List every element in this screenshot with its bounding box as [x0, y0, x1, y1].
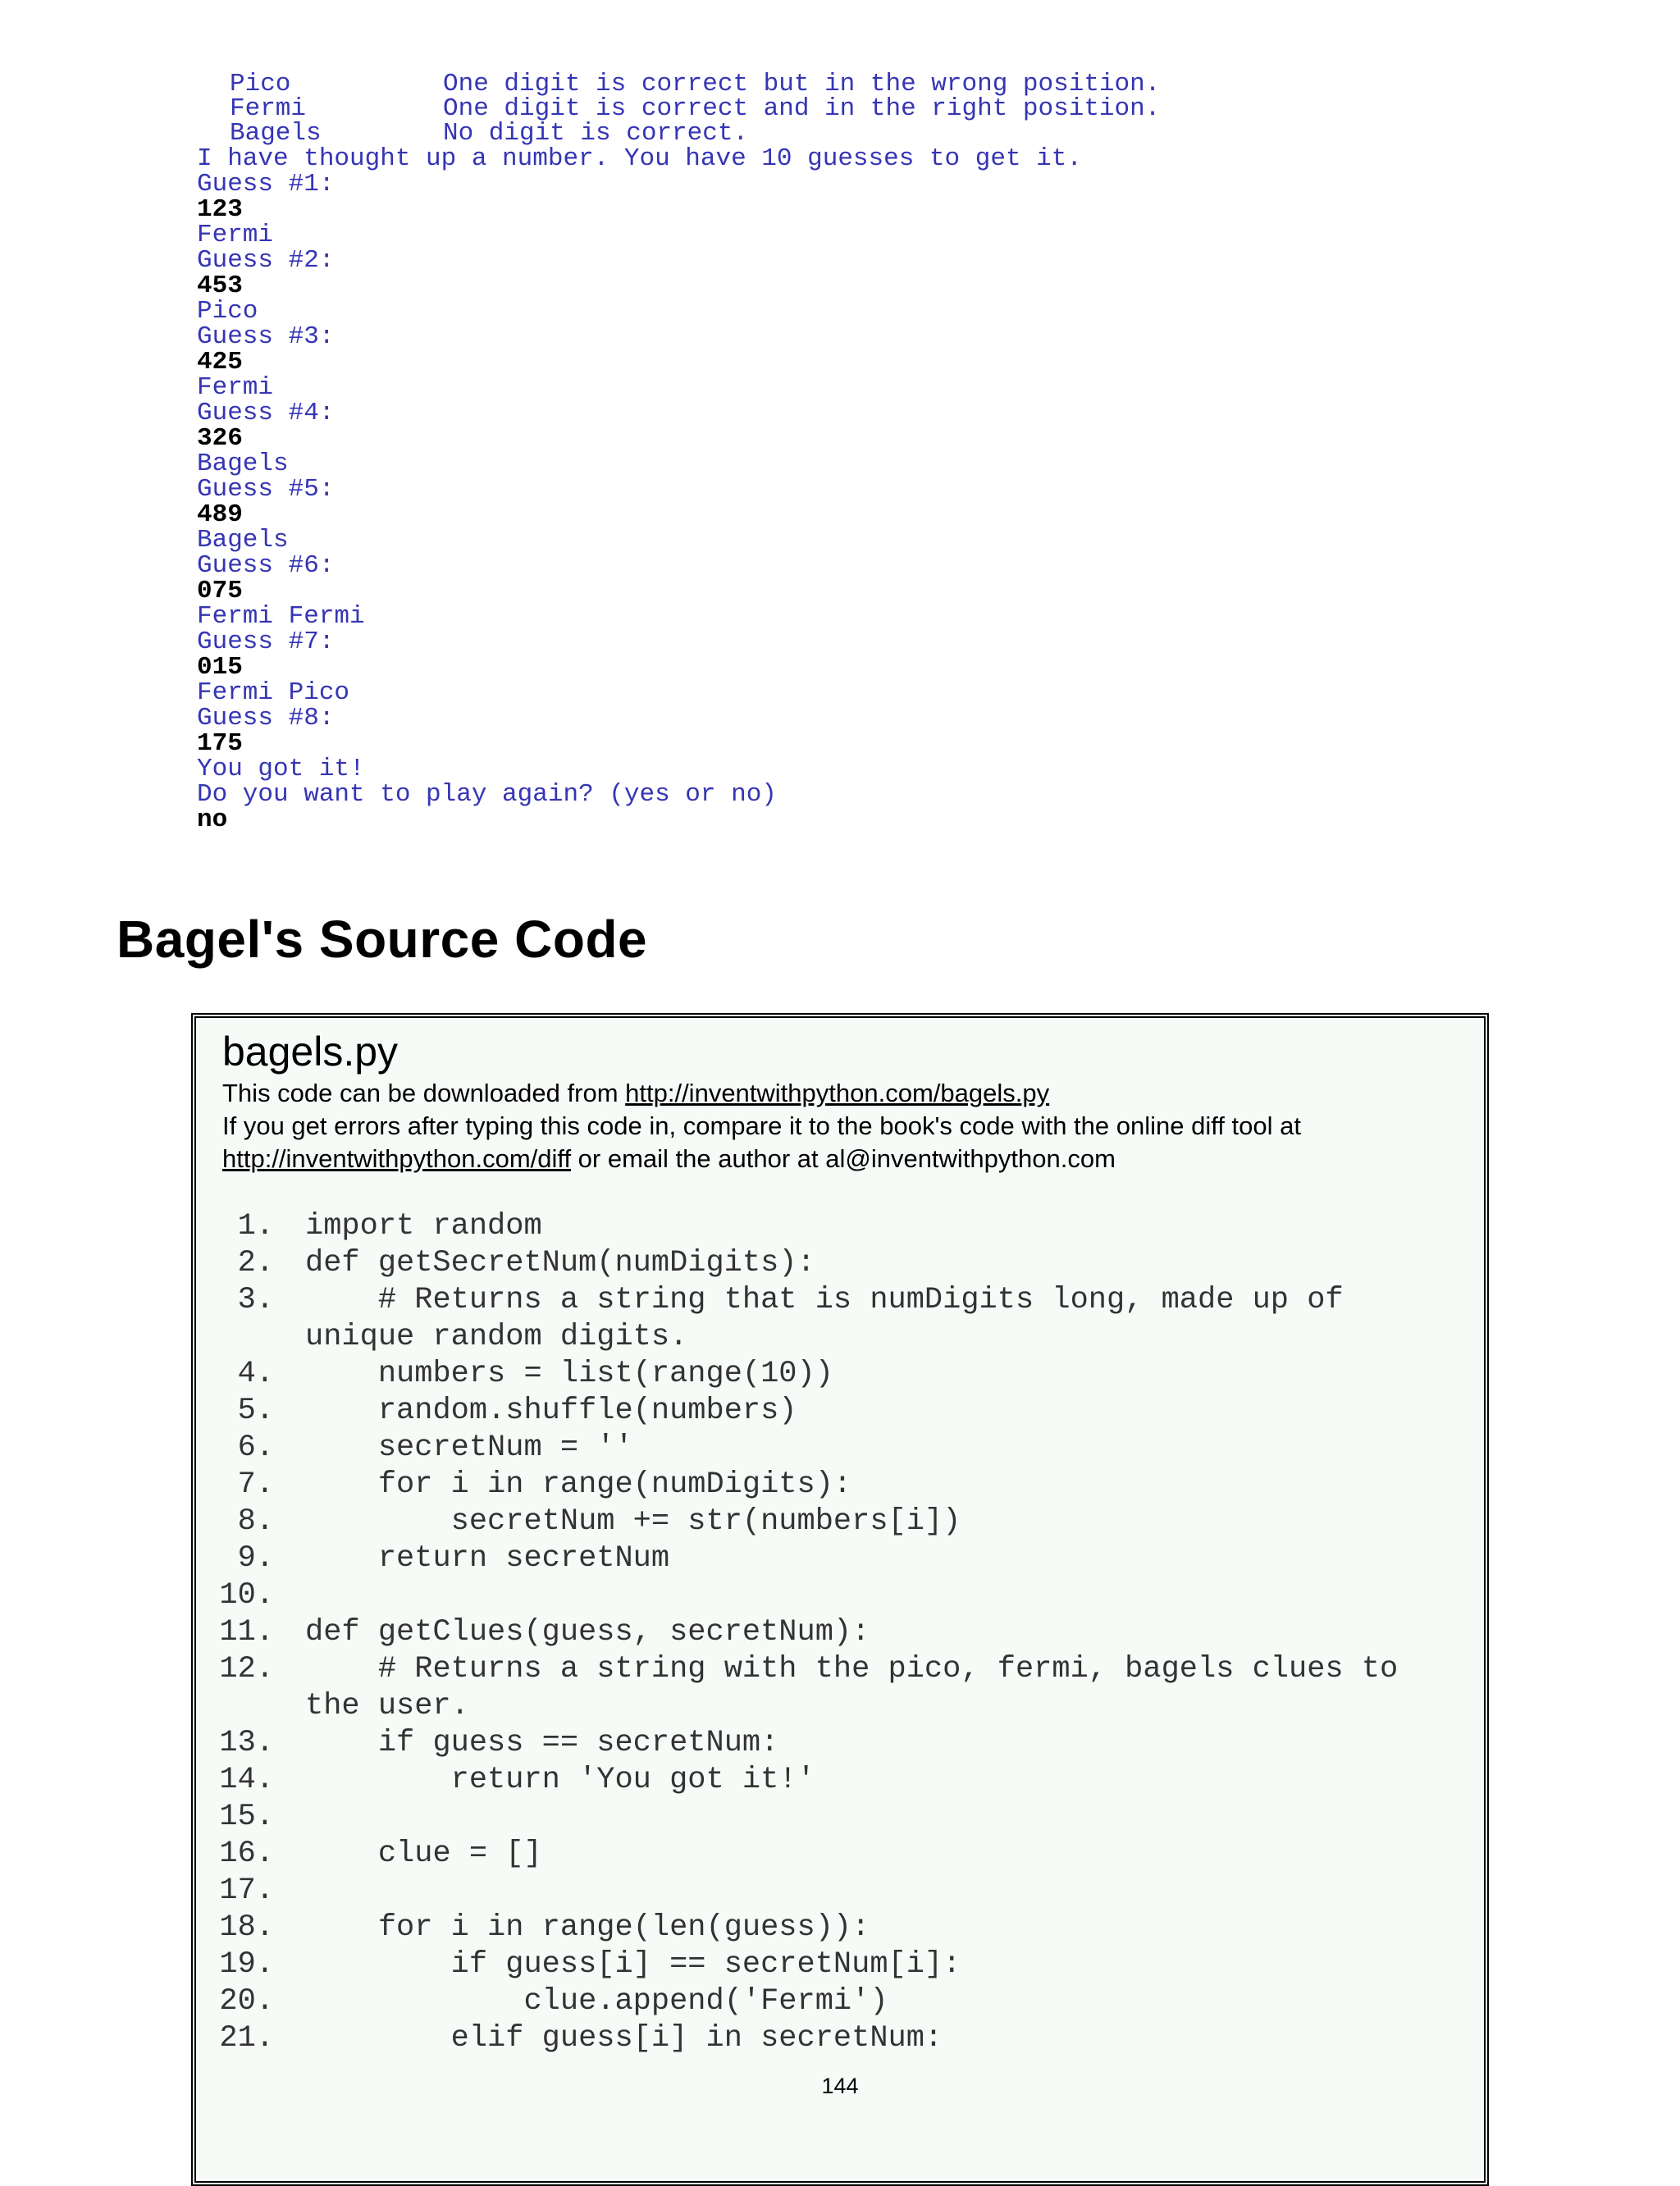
- code-line: [196, 1245, 1484, 1282]
- code-text: [305, 1577, 1470, 1614]
- user-input-line: 453: [197, 272, 243, 300]
- line-number: 16.: [219, 1837, 274, 1871]
- download-text: This code can be downloaded from: [222, 1079, 626, 1107]
- source-code-box: [191, 1013, 1489, 2186]
- code-line: [196, 1614, 1484, 1651]
- code-text: for i in range(len(guess)):: [305, 1910, 870, 1945]
- line-number: 6.: [237, 1431, 274, 1465]
- code-text: random.shuffle(numbers): [305, 1394, 797, 1428]
- code-text: # Returns a string with the pico, fermi, bagels clues to the user.: [305, 1652, 1417, 1723]
- program-output-line: Fermi Fermi: [197, 602, 365, 631]
- code-line: [196, 1873, 1484, 1910]
- code-text: # Returns a string that is numDigits long, made up of unique random digits.: [305, 1283, 1362, 1354]
- code-text: import random: [305, 1209, 542, 1244]
- code-line: [196, 1504, 1484, 1540]
- line-number: 17.: [219, 1873, 274, 1908]
- code-text: return secretNum: [305, 1541, 670, 1576]
- errors-line: [222, 1110, 1453, 1175]
- user-input-line: 123: [197, 195, 243, 224]
- code-text: clue = []: [305, 1837, 542, 1871]
- line-number: 14.: [219, 1763, 274, 1797]
- code-text: numbers = list(range(10)): [305, 1357, 833, 1391]
- line-number: 11.: [219, 1615, 274, 1650]
- code-line: [196, 1910, 1484, 1946]
- diff-link[interactable]: http://inventwithpython.com/diff: [222, 1144, 572, 1173]
- program-output-line: Guess #3:: [197, 322, 335, 351]
- code-text: def getClues(guess, secretNum):: [305, 1615, 870, 1650]
- user-input-line: 015: [197, 653, 243, 682]
- email-text: or email the author at al@inventwithpython.com: [571, 1144, 1116, 1173]
- program-output-line: Do you want to play again? (yes or no): [197, 780, 777, 809]
- code-line: [196, 1651, 1484, 1725]
- program-output-line: Guess #8:: [197, 704, 335, 732]
- game-transcript: [197, 146, 1082, 833]
- program-output-line: Bagels: [197, 450, 289, 478]
- code-line: [196, 1208, 1484, 1245]
- line-number: 7.: [237, 1467, 274, 1502]
- line-number: 12.: [219, 1652, 274, 1686]
- code-line: [196, 1799, 1484, 1836]
- user-input-line: 326: [197, 424, 243, 453]
- code-text: clue.append('Fermi'): [305, 1984, 888, 2019]
- code-box-info: [222, 1077, 1453, 1175]
- page-number: 144: [821, 2074, 859, 2098]
- code-line: [196, 1725, 1484, 1762]
- legend-term: Bagels: [230, 119, 322, 148]
- code-line: [196, 1393, 1484, 1430]
- line-number: 4.: [237, 1357, 274, 1391]
- legend-description: One digit is correct but in the wrong position.: [443, 70, 1161, 98]
- errors-text: If you get errors after typing this code in, compare it to the book's code with the online diff tool at: [222, 1111, 1301, 1140]
- program-output-line: Guess #6:: [197, 551, 335, 580]
- line-number: 3.: [237, 1283, 274, 1317]
- code-listing: [196, 1208, 1484, 2057]
- program-output-line: Pico: [197, 297, 258, 326]
- line-number: 13.: [219, 1726, 274, 1760]
- download-link[interactable]: http://inventwithpython.com/bagels.py: [625, 1079, 1050, 1107]
- legend-description: No digit is correct.: [443, 119, 749, 148]
- program-output-line: Fermi Pico: [197, 678, 350, 707]
- user-input-line: 425: [197, 348, 243, 377]
- line-number: 5.: [237, 1394, 274, 1428]
- file-title: bagels.py: [222, 1029, 399, 1075]
- download-line: [222, 1077, 1453, 1110]
- line-number: 2.: [237, 1246, 274, 1280]
- code-line: [196, 1762, 1484, 1799]
- program-output-line: Guess #5:: [197, 475, 335, 504]
- code-line: [196, 1983, 1484, 2020]
- code-text: if guess[i] == secretNum[i]:: [305, 1947, 961, 1982]
- code-line: [196, 1577, 1484, 1614]
- user-input-line: 075: [197, 577, 243, 605]
- user-input-line: 175: [197, 729, 243, 758]
- legend-term: Pico: [230, 70, 291, 98]
- code-text: [305, 1873, 1470, 1910]
- code-text: elif guess[i] in secretNum:: [305, 2021, 943, 2056]
- line-number: 8.: [237, 1504, 274, 1539]
- program-output-line: Bagels: [197, 526, 289, 554]
- code-line: [196, 1282, 1484, 1356]
- code-text: if guess == secretNum:: [305, 1726, 779, 1760]
- code-line: [196, 1467, 1484, 1504]
- code-text: secretNum = '': [305, 1431, 633, 1465]
- section-heading: Bagel's Source Code: [116, 910, 648, 969]
- line-number: 15.: [219, 1800, 274, 1834]
- line-number: 21.: [219, 2021, 274, 2056]
- line-number: 18.: [219, 1910, 274, 1945]
- line-number: 1.: [237, 1209, 274, 1244]
- program-output-line: You got it!: [197, 755, 365, 783]
- code-line: [196, 2020, 1484, 2057]
- program-output-line: Fermi: [197, 373, 274, 402]
- code-line: [196, 1540, 1484, 1577]
- code-line: [196, 1356, 1484, 1393]
- line-number: 10.: [219, 1578, 274, 1613]
- line-number: 20.: [219, 1984, 274, 2019]
- code-line: [196, 1836, 1484, 1873]
- code-text: secretNum += str(numbers[i]): [305, 1504, 961, 1539]
- code-text: def getSecretNum(numDigits):: [305, 1246, 815, 1280]
- program-output-line: Guess #4:: [197, 399, 335, 427]
- code-line: [196, 1430, 1484, 1467]
- code-text: for i in range(numDigits):: [305, 1467, 852, 1502]
- code-text: [305, 1799, 1470, 1836]
- code-line: [196, 1946, 1484, 1983]
- legend-term: Fermi: [230, 94, 307, 123]
- user-input-line: no: [197, 805, 228, 834]
- line-number: 9.: [237, 1541, 274, 1576]
- code-text: return 'You got it!': [305, 1763, 815, 1797]
- line-number: 19.: [219, 1947, 274, 1982]
- program-output-line: Guess #7:: [197, 628, 335, 656]
- program-output-line: I have thought up a number. You have 10 guesses to get it.: [197, 144, 1082, 173]
- program-output-line: Guess #2:: [197, 246, 335, 275]
- program-output-line: Fermi: [197, 221, 274, 249]
- legend-description: One digit is correct and in the right position.: [443, 94, 1161, 123]
- program-output-line: Guess #1:: [197, 170, 335, 199]
- user-input-line: 489: [197, 500, 243, 529]
